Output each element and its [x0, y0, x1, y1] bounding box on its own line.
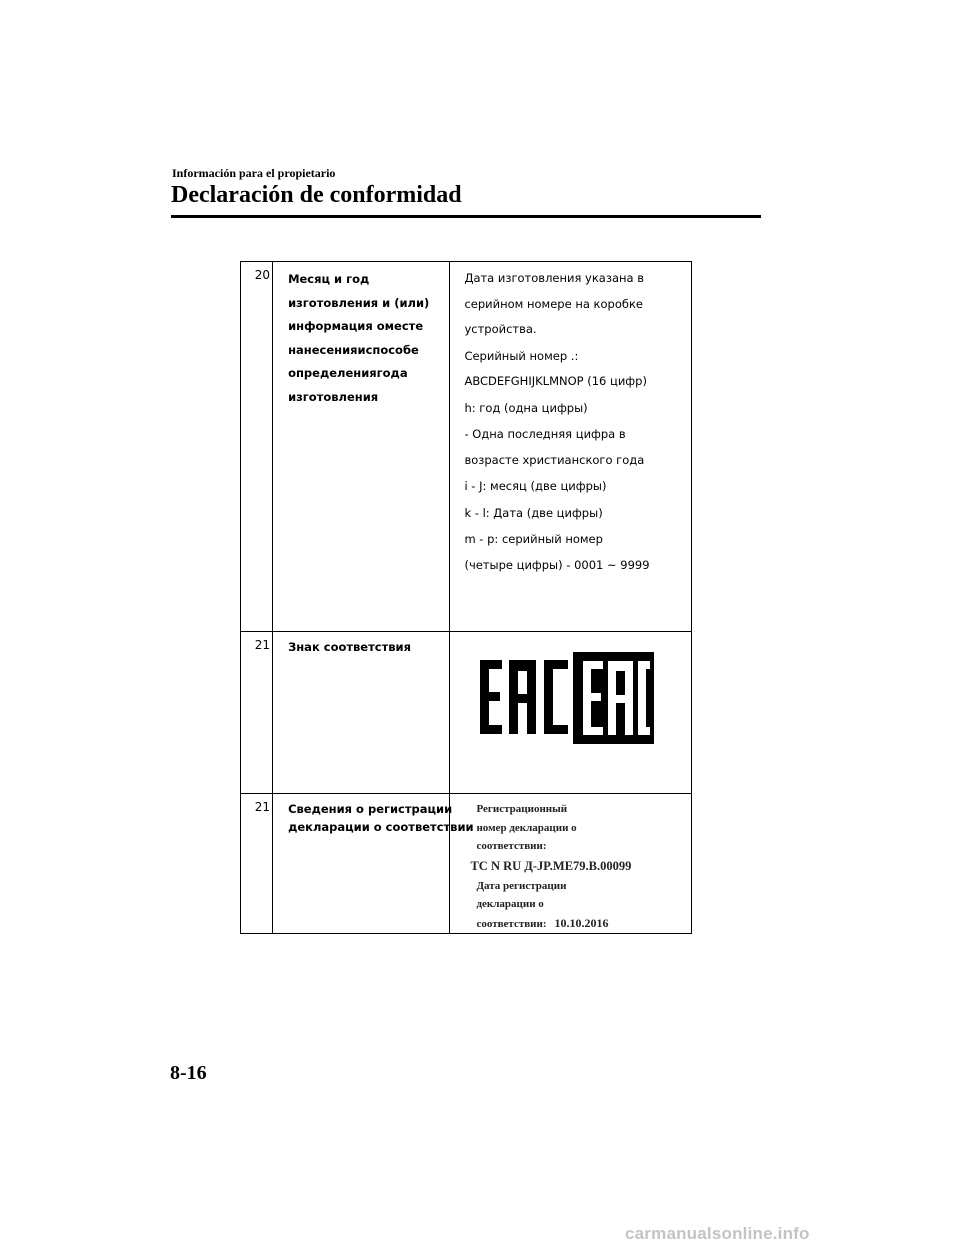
param-line: Месяц и год [288, 272, 370, 286]
param-line: информация оместе [288, 319, 424, 333]
value-line: устройства. [464, 322, 537, 336]
logo-cell [450, 632, 692, 794]
value-line: ABCDEFGHIJKLMNOP (16 цифр) [464, 374, 647, 388]
watermark: carmanualsonline.info [625, 1224, 810, 1243]
registration-line: Дата регистрации [476, 879, 567, 892]
value-line: возрасте христианского года [464, 452, 645, 467]
value-line: k - l: Дата (две цифры) [464, 505, 603, 520]
registration-cell [450, 794, 692, 934]
param-line: нанесенияиспособе [288, 342, 419, 357]
registration-date: 10.10.2016 [554, 915, 609, 930]
page-number: 8-16 [170, 1062, 207, 1084]
value-line: (четыре цифры) - 0001 ~ 9999 [464, 557, 650, 572]
param-line: Сведения о регистрации [288, 802, 453, 816]
value-line: серийном номере на коробке [464, 296, 643, 311]
param-line: декларации о соответствии [288, 820, 474, 834]
row-number: 21 [241, 632, 273, 794]
registration-line [476, 914, 691, 934]
param-line: изготовления [288, 389, 379, 404]
table-row [241, 632, 692, 794]
value-cell [450, 262, 692, 632]
param-cell [273, 794, 474, 934]
registration-date-label: соответствии: [476, 917, 547, 930]
param-line: определениягода [288, 366, 408, 380]
param-cell [273, 262, 450, 632]
value-line: m - p: серийный номер [464, 532, 603, 546]
row-number: 20 [241, 262, 273, 632]
title-rule [171, 215, 761, 218]
value-line: Серийный номер .: [464, 348, 579, 363]
registration-stamp [450, 794, 691, 933]
table-row [241, 794, 692, 934]
spec-table [240, 261, 692, 934]
table-row [241, 262, 692, 632]
value-line: Дата изготовления указана в [464, 271, 645, 285]
section-label: Información para el propietario [172, 166, 336, 180]
param-line: изготовления и (или) [288, 295, 430, 310]
page-title: Declaración de conformidad [171, 182, 462, 208]
param-cell [273, 632, 450, 794]
registration-line: декларации о [476, 898, 544, 910]
value-line: i - J: месяц (две цифры) [464, 479, 607, 493]
row-number: 21 [241, 794, 273, 934]
registration-number: ТС N RU Д-JP.ME79.B.00099 [470, 858, 632, 873]
registration-line: соответствии: [476, 840, 547, 852]
param-line: Знак соответствия [288, 640, 411, 654]
eac-logo [472, 652, 654, 744]
registration-line: номер декларации о [476, 821, 577, 834]
value-line: h: год (одна цифры) [464, 400, 588, 415]
value-line: - Одна последняя цифра в [464, 427, 626, 441]
registration-line: Регистрационный [476, 803, 568, 815]
